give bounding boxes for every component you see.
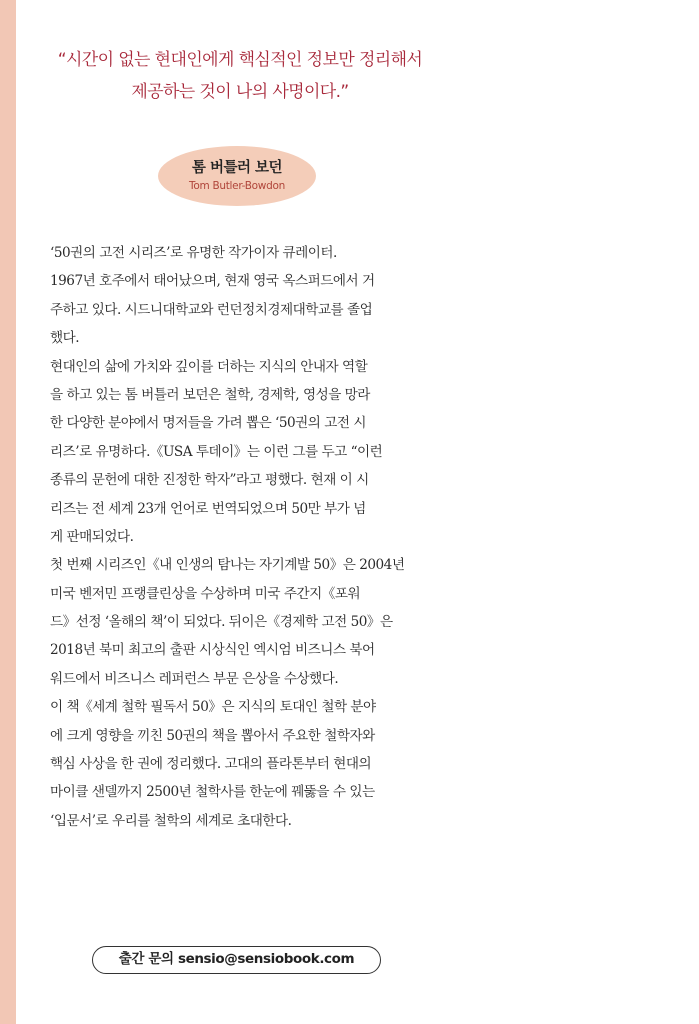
bio-line: 종류의 문헌에 대한 진정한 학자”라고 평했다. 현재 이 시 bbox=[50, 472, 369, 489]
bio-line: 주하고 있다. 시드니대학교와 런던정치경제대학교를 졸업 bbox=[50, 301, 373, 318]
bio-line: 미국 벤저민 프랭클린상을 수상하며 미국 주간지《포워 bbox=[50, 585, 361, 602]
contact-label: 출간 문의 sensio@sensiobook.com bbox=[118, 951, 355, 967]
bio-line: 워드에서 비즈니스 레퍼런스 부문 은상을 수상했다. bbox=[50, 670, 339, 687]
bio-line: 마이클 샌델까지 2500년 철학사를 한눈에 꿰뚫을 수 있는 bbox=[50, 784, 375, 801]
quote-line-2: 제공하는 것이 나의 사명이다.” bbox=[131, 82, 349, 102]
bio-line: 첫 번째 시리즈인《내 인생의 탐나는 자기계발 50》은 2004년 bbox=[50, 557, 405, 574]
quote-line-1: “시간이 없는 현대인에게 핵심적인 정보만 정리해서 bbox=[57, 50, 423, 70]
bio-line: 2018년 북미 최고의 출판 시상식인 엑시엄 비즈니스 북어 bbox=[50, 642, 375, 659]
bio-line: 했다. bbox=[50, 330, 80, 347]
bio-line: 현대인의 삶에 가치와 깊이를 더하는 지식의 안내자 역할 bbox=[50, 358, 368, 375]
bio-line: ‘50권의 고전 시리즈’로 유명한 작가이자 큐레이터. bbox=[50, 245, 337, 261]
bio-line: ‘입문서’로 우리를 철학의 세계로 초대한다. bbox=[50, 812, 292, 829]
bio-line: 을 하고 있는 톰 버틀러 보던은 철학, 경제학, 영성을 망라 bbox=[50, 386, 370, 403]
author-biography bbox=[50, 239, 430, 835]
author-name-english: Tom Butler-Bowdon bbox=[189, 180, 285, 192]
spine-strip bbox=[0, 0, 16, 1024]
bio-line: 게 판매되었다. bbox=[50, 528, 134, 545]
publisher-contact bbox=[92, 946, 381, 974]
bio-line: 1967년 호주에서 태어났으며, 현재 영국 옥스퍼드에서 거 bbox=[50, 273, 375, 290]
author-badge bbox=[158, 146, 316, 206]
author-quote bbox=[30, 44, 450, 108]
author-name-korean: 톰 버틀러 보던 bbox=[191, 160, 283, 176]
bio-line: 이 책《세계 철학 필독서 50》은 지식의 토대인 철학 분야 bbox=[50, 699, 376, 716]
bio-line: 한 다양한 분야에서 명저들을 가려 뽑은 ‘50권의 고전 시 bbox=[50, 415, 366, 432]
bio-line: 드》선정 ‘올해의 책’이 되었다. 뒤이은《경제학 고전 50》은 bbox=[50, 614, 393, 631]
bio-line: 에 크게 영향을 끼친 50권의 책을 뽑아서 주요한 철학자와 bbox=[50, 727, 375, 744]
bio-line: 리즈’로 유명하다.《USA 투데이》는 이런 그를 두고 “이런 bbox=[50, 443, 383, 460]
bio-line: 리즈는 전 세계 23개 언어로 번역되었으며 50만 부가 넘 bbox=[50, 500, 366, 517]
bio-line: 핵심 사상을 한 권에 정리했다. 고대의 플라톤부터 현대의 bbox=[50, 756, 372, 773]
